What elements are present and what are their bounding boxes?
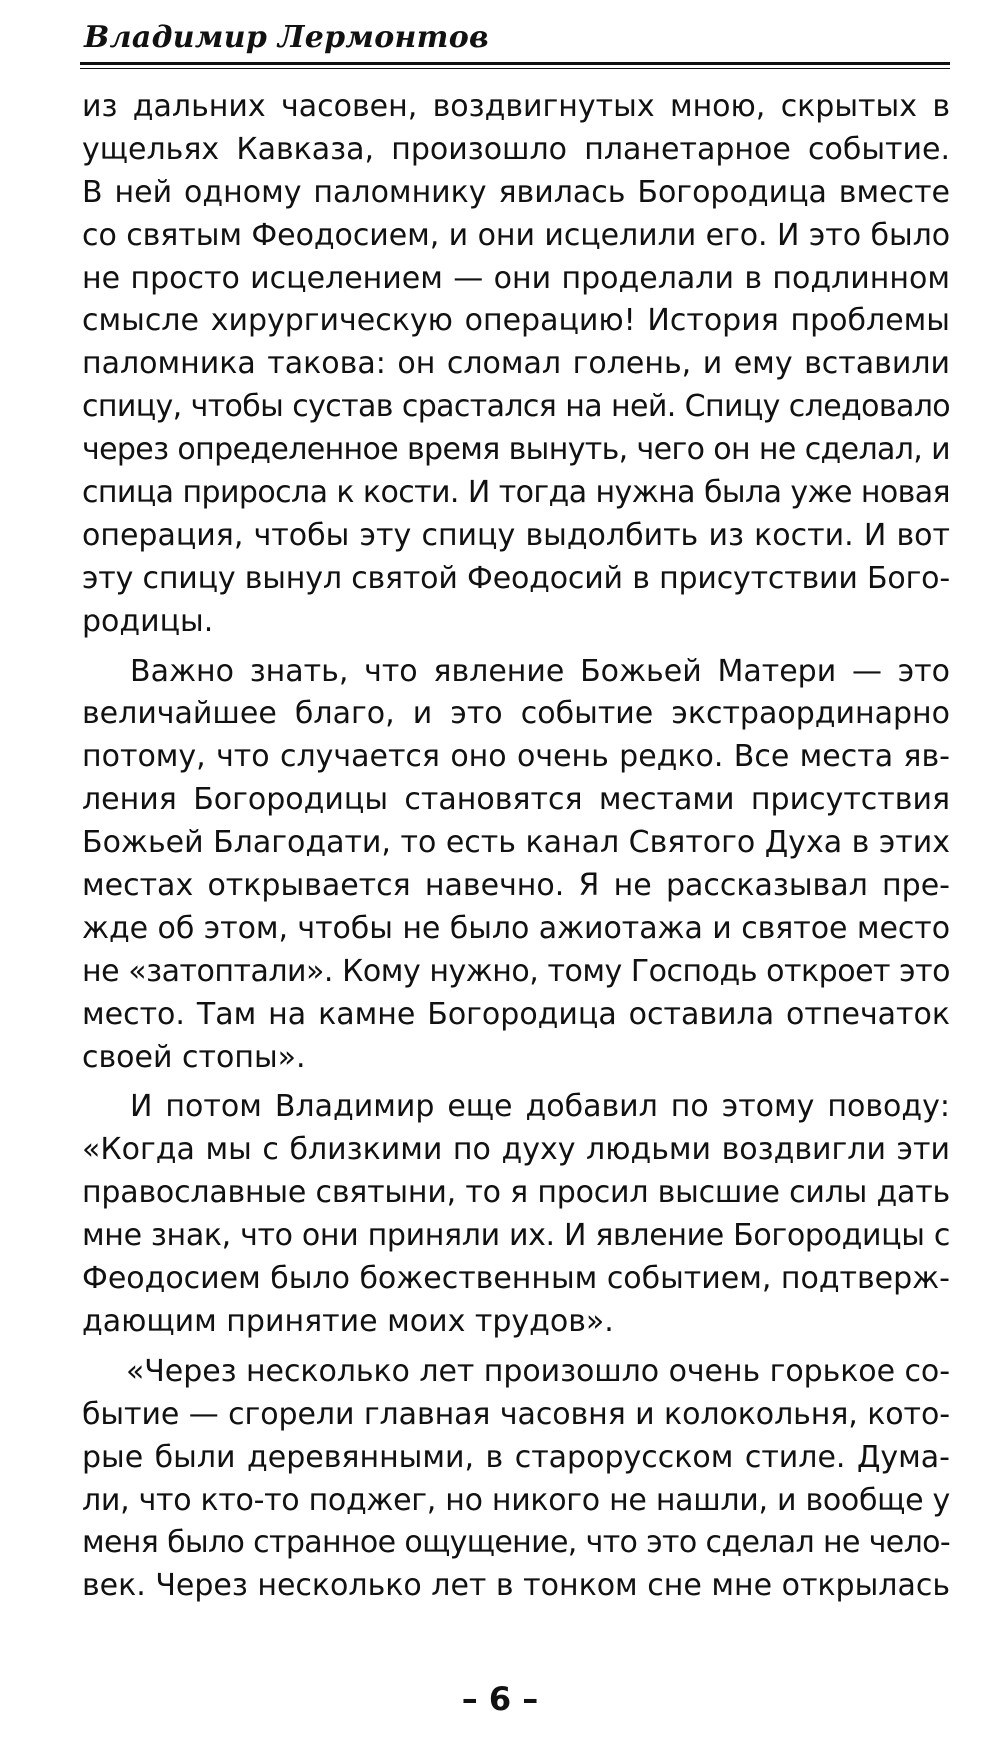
text-line: рые были деревянными, в старорусском стиле. Дума- bbox=[82, 1439, 950, 1475]
text-line: эту спицу вынул святой Феодосий в присутствии Бого- bbox=[82, 560, 950, 596]
text-line: меня было странное ощущение, что это сделал не чело- bbox=[82, 1525, 950, 1561]
text-line: мне знак, что они приняли их. И явление Богородицы с bbox=[82, 1218, 950, 1254]
paragraph-3 bbox=[82, 1086, 950, 1343]
text-line: жде об этом, чтобы не было ажиотажа и святое место bbox=[82, 910, 950, 946]
text-line: смысле хирургическую операцию! История проблемы bbox=[82, 303, 950, 339]
header-rule-thick bbox=[80, 62, 950, 65]
text-line: «Через несколько лет произошло очень горькое со- bbox=[126, 1353, 950, 1389]
text-line: потому, что случается оно очень редко. Все места яв- bbox=[82, 739, 950, 775]
text-line: «Когда мы с близкими по духу людьми воздвигли эти bbox=[82, 1132, 950, 1168]
text-line: И потом Владимир еще добавил по этому поводу: bbox=[130, 1089, 950, 1125]
running-header: Владимир Лермонтов bbox=[84, 20, 490, 55]
text-line: Божьей Благодати, то есть канал Святого Духа в этих bbox=[82, 825, 951, 861]
text-line: паломника такова: он сломал голень, и ему вставили bbox=[82, 346, 950, 382]
header-rule-thin bbox=[80, 68, 950, 69]
text-line: спица приросла к кости. И тогда нужна была уже новая bbox=[82, 475, 950, 511]
text-line: дающим принятие моих трудов». bbox=[82, 1303, 614, 1339]
text-line: бытие — сгорели главная часовня и колокольня, кото- bbox=[82, 1396, 950, 1432]
text-line: место. Там на камне Богородица оставила отпечаток bbox=[82, 996, 950, 1032]
text-line: не просто исцелением — они проделали в подлинном bbox=[82, 260, 950, 296]
text-line: своей стопы». bbox=[82, 1039, 306, 1075]
text-line: величайшее благо, и это событие экстраординарно bbox=[82, 696, 950, 732]
body-text bbox=[82, 86, 950, 1608]
paragraph-2 bbox=[82, 651, 950, 1080]
text-line: из дальних часовен, воздвигнутых мною, скрытых в bbox=[82, 89, 950, 124]
paragraph-1 bbox=[82, 86, 950, 644]
text-line: ли, что кто-то поджег, но никого не нашли, и вообще у bbox=[82, 1482, 950, 1518]
text-line: ущельях Кавказа, произошло планетарное событие. bbox=[82, 131, 950, 167]
text-line: со святым Феодосием, и они исцелили его. И это было bbox=[82, 217, 950, 253]
text-line: Феодосием было божественным событием, подтверж- bbox=[82, 1261, 950, 1297]
text-line: местах открывается навечно. Я не рассказывал пре- bbox=[82, 868, 950, 904]
text-line: В ней одному паломнику явилась Богородица вместе bbox=[82, 174, 950, 210]
text-line: Важно знать, что явление Божьей Матери — это bbox=[130, 653, 950, 689]
text-line: ления Богородицы становятся местами присутствия bbox=[82, 782, 950, 818]
text-line: не «затоптали». Кому нужно, тому Господь откроет это bbox=[82, 953, 950, 989]
text-line: спицу, чтобы сустав срастался на ней. Спицу следовало bbox=[82, 389, 950, 425]
text-line: век. Через несколько лет в тонком сне мне открылась bbox=[82, 1568, 950, 1604]
text-line: через определенное время вынуть, чего он не сделал, и bbox=[82, 432, 950, 468]
page-number: – 6 – bbox=[461, 1680, 539, 1718]
text-line: операция, чтобы эту спицу выдолбить из кости. И вот bbox=[82, 517, 950, 553]
paragraph-4 bbox=[82, 1351, 950, 1608]
text-line: православные святыни, то я просил высшие силы дать bbox=[82, 1175, 950, 1211]
text-line: родицы. bbox=[82, 603, 214, 639]
